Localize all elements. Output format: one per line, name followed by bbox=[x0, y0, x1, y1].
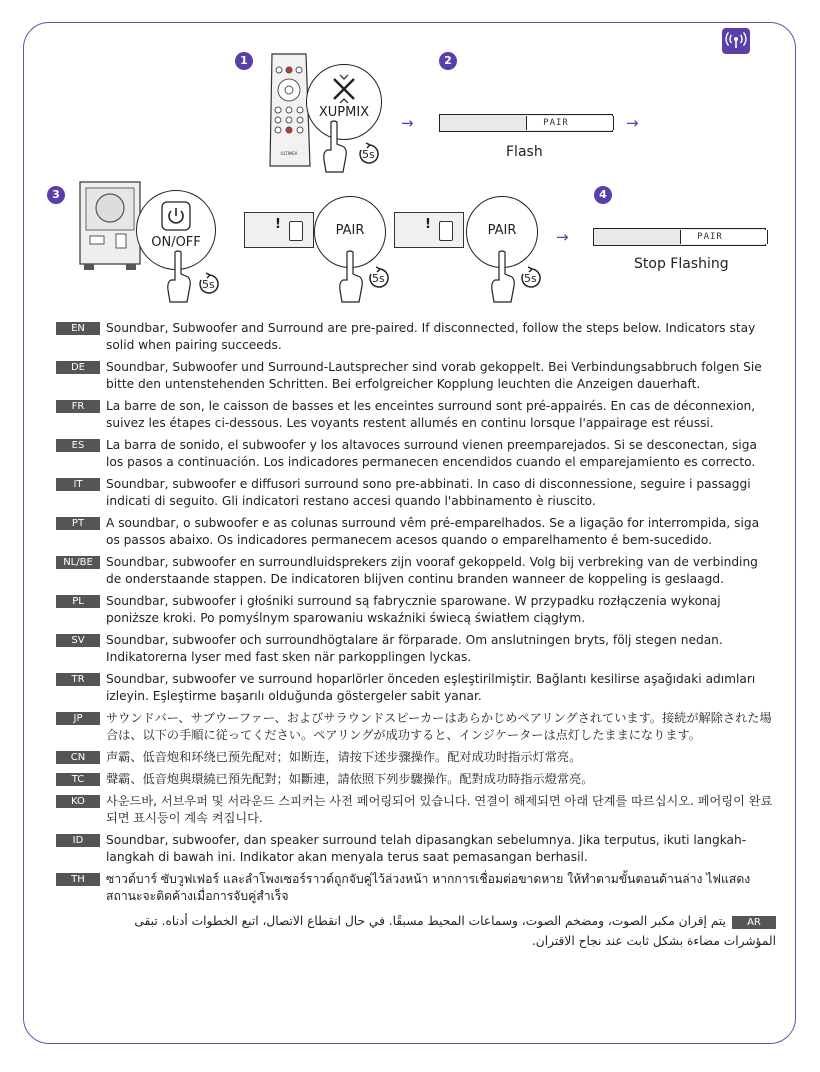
hold-timer-power bbox=[196, 272, 222, 296]
language-tag: EN bbox=[56, 322, 100, 335]
flash-caption: Flash bbox=[506, 144, 543, 160]
instruction-row bbox=[56, 832, 776, 866]
instruction-row bbox=[56, 671, 776, 705]
instruction-text: Soundbar, subwoofer och surroundhögtalare är förparade. Om anslutningen bryts, följ stegen nedan. Indikatorerna lyser med fast sken när parkopplingen lyckas. bbox=[106, 633, 723, 664]
language-tag: ID bbox=[56, 834, 100, 847]
instruction-row bbox=[56, 320, 776, 354]
step-4-badge: 4 bbox=[594, 186, 612, 204]
language-tag: JP bbox=[56, 712, 100, 725]
instruction-text: サウンドバー、サブウーファー、およびサラウンドスピーカーはあらかじめペアリングされています。接続が解除された場合は、以下の手順に従ってください。ペアリングが成功すると、インジケーターは点灯したままになります。 bbox=[106, 711, 772, 742]
instruction-row bbox=[56, 771, 776, 788]
instruction-row bbox=[56, 437, 776, 471]
remote-control bbox=[266, 50, 312, 170]
pointing-hand-icon bbox=[322, 120, 348, 174]
hold-timer-step1 bbox=[356, 142, 382, 166]
soundbar-pair-text: PAIR bbox=[697, 232, 723, 242]
instruction-row bbox=[56, 359, 776, 393]
instruction-text: A soundbar, o subwoofer e as colunas surround vêm pré-emparelhados. Se a ligação for interrompida, siga os passos abaixo. Os indicadores permanecem acesos quando o emparelhamento é bem-sucedido. bbox=[106, 516, 760, 547]
instruction-text: ซาวด์บาร์ ซับวูฟเฟอร์ และลำโพงเซอร์ราวด์ถูกจับคู่ไว้ล่วงหน้า หากการเชื่อมต่อขาดหาย ให้ทำตามขั้นตอนด้านล่าง ไฟแสดงสถานะจะติดค้างเมื่อการจับคู่สำเร็จ bbox=[106, 872, 751, 903]
instruction-row-arabic bbox=[56, 910, 776, 950]
instruction-text: Soundbar, subwoofer i głośniki surround są fabrycznie sparowane. W przypadku rozłączenia wykonaj poniższe kroki. Po pomyślnym sparowaniu wskaźniki świecą światłem ciągłym. bbox=[106, 594, 721, 625]
step-2-badge: 2 bbox=[439, 52, 457, 70]
instruction-row bbox=[56, 554, 776, 588]
step-3-badge: 3 bbox=[47, 186, 65, 204]
instruction-list bbox=[56, 320, 776, 955]
instruction-text: Soundbar, subwoofer en surroundluidsprekers zijn vooraf gekoppeld. Volg bij verbreking van de verbinding de onderstaande stappen. De indicatoren blijven continu branden wanneer de koppeling is geslaagd. bbox=[106, 555, 758, 586]
language-tag: AR bbox=[732, 916, 776, 929]
arrow-right-icon: → bbox=[556, 228, 569, 246]
surround-panel-b bbox=[394, 212, 464, 248]
surround-panel-a bbox=[244, 212, 314, 248]
language-tag: TC bbox=[56, 773, 100, 786]
power-icon bbox=[161, 201, 191, 231]
xupmix-label: XUPMIX bbox=[318, 105, 370, 120]
on-off-label: ON/OFF bbox=[151, 235, 201, 250]
pointing-hand-icon bbox=[490, 250, 516, 304]
hold-timer-pair-b bbox=[518, 266, 544, 290]
subwoofer-icon bbox=[78, 180, 142, 272]
wireless-badge bbox=[722, 28, 750, 54]
language-tag: KO bbox=[56, 795, 100, 808]
language-tag: TH bbox=[56, 873, 100, 886]
pointing-hand-icon bbox=[166, 250, 192, 304]
language-tag: NL/BE bbox=[56, 556, 100, 569]
instruction-row bbox=[56, 632, 776, 666]
instruction-row bbox=[56, 710, 776, 744]
hold-timer-label: 5s bbox=[372, 272, 385, 285]
language-tag: FR bbox=[56, 400, 100, 413]
arrow-right-icon: → bbox=[401, 114, 414, 132]
instruction-text: 사운드바, 서브우퍼 및 서라운드 스피커는 사전 페어링되어 있습니다. 연결이 해제되면 아래 단계를 따르십시오. 페어링이 완료되면 표시등이 계속 켜집니다. bbox=[106, 794, 773, 825]
instruction-text: 聲霸、低音炮與環繞已預先配對；如斷連，請依照下列步驟操作。配對成功時指示燈常亮。 bbox=[106, 772, 594, 786]
instruction-row bbox=[56, 793, 776, 827]
hold-timer-label: 5s bbox=[362, 148, 375, 161]
soundbar-display-flash bbox=[439, 114, 613, 132]
hold-timer-label: 5s bbox=[524, 272, 537, 285]
language-tag: PT bbox=[56, 517, 100, 530]
language-tag: ES bbox=[56, 439, 100, 452]
language-tag: TR bbox=[56, 673, 100, 686]
soundbar-pair-text: PAIR bbox=[543, 118, 569, 128]
instruction-row bbox=[56, 593, 776, 627]
pair-label: PAIR bbox=[487, 223, 517, 238]
instruction-text: Soundbar, subwoofer e diffusori surround sono pre-abbinati. In caso di disconnessione, seguire i passaggi indicati di seguito. Gli indicatori restano accesi quando l'abbinamento è riuscito. bbox=[106, 477, 751, 508]
wireless-signal-icon bbox=[722, 28, 750, 54]
pair-button-icon bbox=[289, 221, 303, 241]
remote-brand-label: ULTIMEA bbox=[280, 151, 298, 156]
instruction-row bbox=[56, 476, 776, 510]
instruction-row bbox=[56, 871, 776, 905]
instruction-row bbox=[56, 515, 776, 549]
instruction-text: Soundbar, Subwoofer und Surround-Lautsprecher sind vorab gekoppelt. Bei Verbindungsabbruch folgen Sie bitte den untenstehenden Schritten. Bei erfolgreicher Kopplung leuchten die Anzeigen dauerhaft. bbox=[106, 360, 762, 391]
instruction-text: La barra de sonido, el subwoofer y los altavoces surround vienen preemparejados. Si se desconectan, siga los pasos a continuación. Los indicadores permanecen encendidos cuando el emparejamiento es correcto. bbox=[106, 438, 757, 469]
pair-button-icon bbox=[439, 221, 453, 241]
language-tag: SV bbox=[56, 634, 100, 647]
soundbar-display-steady bbox=[593, 228, 766, 246]
pointing-hand-icon bbox=[338, 250, 364, 304]
instruction-text: 声霸、低音炮和环绕已预先配对；如断连，请按下述步骤操作。配对成功时指示灯常亮。 bbox=[106, 750, 582, 764]
step-1-badge: 1 bbox=[235, 52, 253, 70]
instruction-text: يتم إقران مكبر الصوت، ومضخم الصوت، وسماعات المحيط مسبقًا. في حال انقطاع الاتصال، اتبع الخطوات أدناه. تبقى المؤشرات مضاءة بشكل ثابت عند نجاح الاقتران. bbox=[134, 914, 776, 948]
stop-flashing-caption: Stop Flashing bbox=[634, 256, 729, 272]
indicator-icon: ! bbox=[275, 217, 281, 232]
hold-timer-pair-a bbox=[366, 266, 392, 290]
pair-label: PAIR bbox=[335, 223, 365, 238]
instruction-text: La barre de son, le caisson de basses et les enceintes surround sont pré-appairés. En cas de déconnexion, suivez les étapes ci-dessous. Les voyants restent allumés en continu lorsque l'appairage est réussi. bbox=[106, 399, 756, 430]
arrow-right-icon: → bbox=[626, 114, 639, 132]
language-tag: PL bbox=[56, 595, 100, 608]
language-tag: IT bbox=[56, 478, 100, 491]
instruction-row bbox=[56, 398, 776, 432]
instruction-row bbox=[56, 749, 776, 766]
indicator-icon: ! bbox=[425, 217, 431, 232]
instruction-text: Soundbar, subwoofer ve surround hoparlörler önceden eşleştirilmiştir. Bağlantı kesilirse aşağıdaki adımları izleyin. Eşleştirme başarılı olduğunda göstergeler sabit yanar. bbox=[106, 672, 756, 703]
hold-timer-label: 5s bbox=[202, 278, 215, 291]
subwoofer-unit bbox=[78, 180, 142, 272]
language-tag: DE bbox=[56, 361, 100, 374]
instruction-text: Soundbar, subwoofer, dan speaker surround telah dipasangkan sebelumnya. Jika terputus, ikuti langkah-langkah di bawah ini. Indikator akan menyala terus saat pemasangan berhasil. bbox=[106, 833, 747, 864]
instruction-text: Soundbar, Subwoofer and Surround are pre-paired. If disconnected, follow the steps below. Indicators stay solid when pairing succeeds. bbox=[106, 321, 756, 352]
language-tag: CN bbox=[56, 751, 100, 764]
